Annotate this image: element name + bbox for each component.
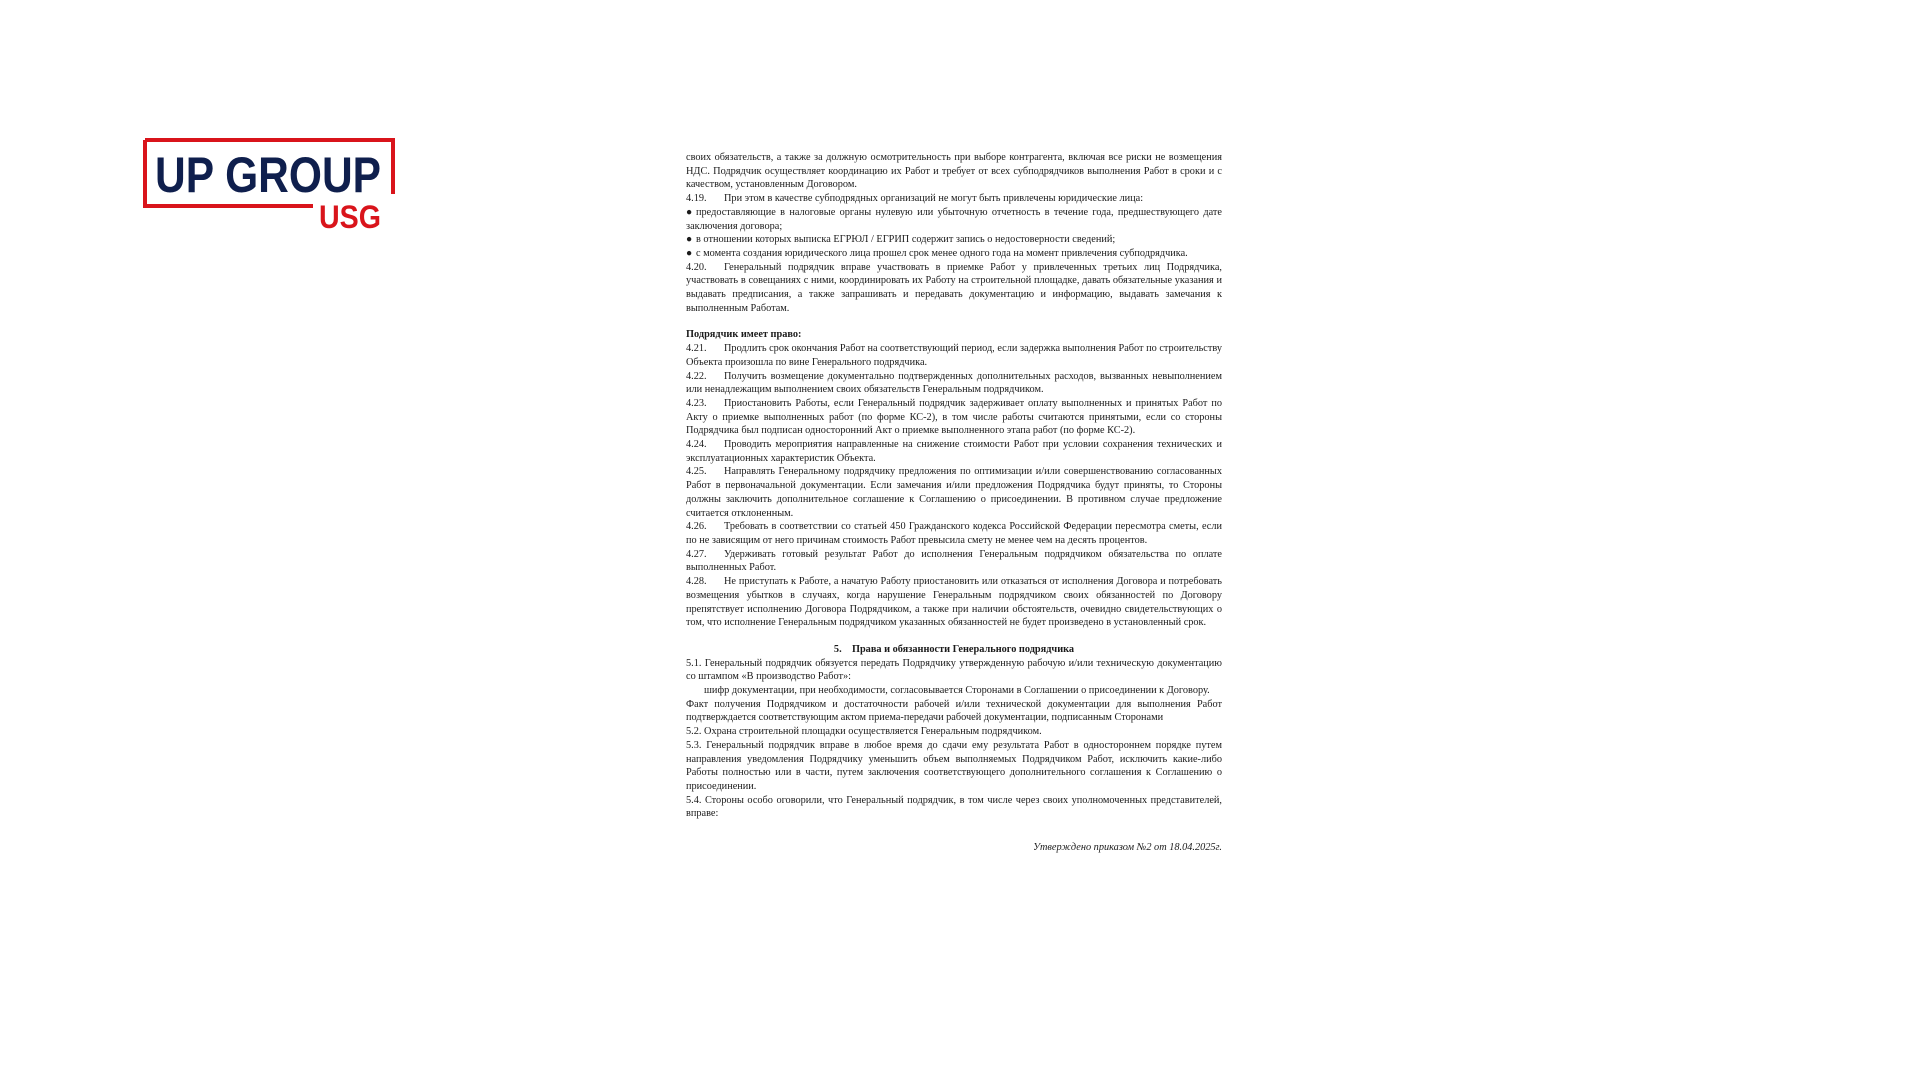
contractor-rights-heading: Подрядчик имеет право: xyxy=(686,329,802,341)
bullet-text: предоставляющие в налоговые органы нулевую или убыточную отчетность в течение года, предшествующего дате заключения договора; xyxy=(686,206,1222,232)
clause-4-20 xyxy=(686,261,1222,316)
company-logo xyxy=(143,138,395,230)
bullet-item xyxy=(686,247,1222,261)
clause-4-23 xyxy=(686,397,1222,438)
bullet-item xyxy=(686,206,1222,233)
document-page xyxy=(686,151,1222,951)
clause-5-3: 5.3. Генеральный подрядчик вправе в любое время до сдачи ему результата Работ в одностороннем порядке путем направления уведомления Подрядчику уменьшить объем выполняемых Подрядчиком Работ, исключить какие-либо Работы полностью или в части, путем заключения соответствующего дополнительного соглашения к Соглашению о присоединении. xyxy=(686,739,1222,792)
bullet-text: с момента создания юридического лица прошел срок менее одного года на момент привлечения субподрядчика. xyxy=(696,247,1188,259)
clause-4-26 xyxy=(686,520,1222,547)
clause-4-25 xyxy=(686,465,1222,520)
clause-text: Требовать в соответствии со статьей 450 Гражданского кодекса Российской Федерации пересмотра сметы, если по не зависящим от него причинам стоимость Работ превысила смету не менее чем на десять процентов. xyxy=(686,521,1222,546)
clause-4-24 xyxy=(686,438,1222,465)
clause-number: 4.22. xyxy=(686,370,707,382)
clause-5-1-indent: шифр документации, при необходимости, согласовывается Сторонами в Соглашении о присоединении к Договору. xyxy=(704,685,1210,697)
clause-text: Продлить срок окончания Работ на соответствующий период, если задержка выполнения Работ по строительству Объекта произошла по вине Генерального подрядчика. xyxy=(686,343,1223,368)
clause-number: 4.27. xyxy=(686,548,707,560)
clause-number: 4.21. xyxy=(686,343,707,355)
clause-text: Проводить мероприятия направленные на снижение стоимости Работ при условии сохранения технических и эксплуатационных характеристик Объекта. xyxy=(686,439,1222,464)
clause-text: Приостановить Работы, если Генеральный подрядчик задерживает оплату выполненных и принятых Работ по Акту о приемке выполненных работ (по форме КС-2), в том числе работы считаются принятыми, если со стороны Подрядчика был подписан односторонний Акт о приемке выполненного этапа работ (по форме КС-2). xyxy=(686,397,1222,437)
clause-4-28 xyxy=(686,575,1222,630)
clause-5-1-fact: Факт получения Подрядчиком и достаточности рабочей и/или технической документации для выполнения Работ подтверждается соответствующим актом приема-передачи рабочей документации, подписанным Сторонами xyxy=(686,698,1222,724)
bullet-icon: ● xyxy=(686,206,693,218)
clause-number: 4.26. xyxy=(686,521,707,533)
clause-text: При этом в качестве субподрядных организаций не могут быть привлечены юридические лица: xyxy=(724,193,1144,205)
bullet-icon: ● xyxy=(686,247,693,259)
clause-text: Удерживать готовый результат Работ до исполнения Генеральным подрядчиком обязательства по оплате выполненных Работ. xyxy=(686,548,1222,574)
clause-5-1: 5.1. Генеральный подрядчик обязуется передать Подрядчику утвержденную рабочую и/или техническую документацию со штампом «В производство Работ»: xyxy=(686,657,1222,683)
approval-footer: Утверждено приказом №2 от 18.04.2025г. xyxy=(1033,842,1222,854)
logo-main-text: UP GROUP xyxy=(155,147,381,203)
clause-4-19 xyxy=(686,192,1222,206)
clause-text: Направлять Генеральному подрядчику предложения по оптимизации и/или совершенствованию согласованных Работ в первоначальной документации. Если замечания и/или предложения Подрядчика будут приняты, то Стороны должны заключить дополнительное соглашение к Соглашению о присоединении. В противном случае предложение считается отклоненным. xyxy=(686,466,1222,519)
clause-4-22 xyxy=(686,370,1222,397)
clause-4-27 xyxy=(686,548,1222,575)
clause-text: Не приступать к Работе, а начатую Работу приостановить или отказаться от исполнения Договора и потребовать возмещения убытков в случаях, когда нарушение Генеральным подрядчиком своих обязанностей по Договору препятствует исполнению Договора Подрядчиком, а также при наличии обстоятельств, очевидно свидетельствующих о том, что исполнение Генеральным подрядчиком указанных обязанностей не будет произведено в установленный срок. xyxy=(686,576,1222,629)
logo-graphic xyxy=(143,138,395,230)
clause-text: Генеральный подрядчик вправе участвовать в приемке Работ у привлеченных третьих лиц Подрядчика, участвовать в совещаниях с ними, координировать их Работу на строительной площадке, давать обязательные указания и выдавать предписания, а также запрашивать и передавать документацию и информацию, выдавать замечания к выполненным Работам. xyxy=(686,261,1222,314)
clause-number: 4.23. xyxy=(686,397,707,409)
clause-5-4: 5.4. Стороны особо оговорили, что Генеральный подрядчик, в том числе через своих уполномоченных представителей, вправе: xyxy=(686,794,1222,820)
lead-paragraph: своих обязательств, а также за должную осмотрительность при выборе контрагента, включая все риски не возмещения НДС. Подрядчик осуществляет координацию их Работ и требует от всех субподрядчиков выполнения Работ в сроки и с качеством, установленным Договором. xyxy=(686,152,1222,191)
bullet-icon: ● xyxy=(686,234,693,246)
bullet-item xyxy=(686,233,1222,247)
clause-number: 4.19. xyxy=(686,193,707,205)
clause-number: 4.20. xyxy=(686,261,707,273)
clause-number: 4.25. xyxy=(686,466,707,478)
clause-4-21 xyxy=(686,342,1222,369)
bullet-text: в отношении которых выписка ЕГРЮЛ / ЕГРИП содержит запись о недостоверности сведений; xyxy=(696,234,1116,246)
clause-number: 4.28. xyxy=(686,576,707,588)
clause-5-2: 5.2. Охрана строительной площадки осуществляется Генеральным подрядчиком. xyxy=(686,726,1042,738)
clause-number: 4.24. xyxy=(686,439,707,451)
section-5-title: 5. Права и обязанности Генерального подрядчика xyxy=(833,643,1075,655)
clause-text: Получить возмещение документально подтвержденных дополнительных расходов, вызванных невыполнением или ненадлежащим выполнением своих обязательств Генеральным подрядчиком. xyxy=(686,370,1222,396)
logo-sub-text: USG xyxy=(319,199,381,230)
